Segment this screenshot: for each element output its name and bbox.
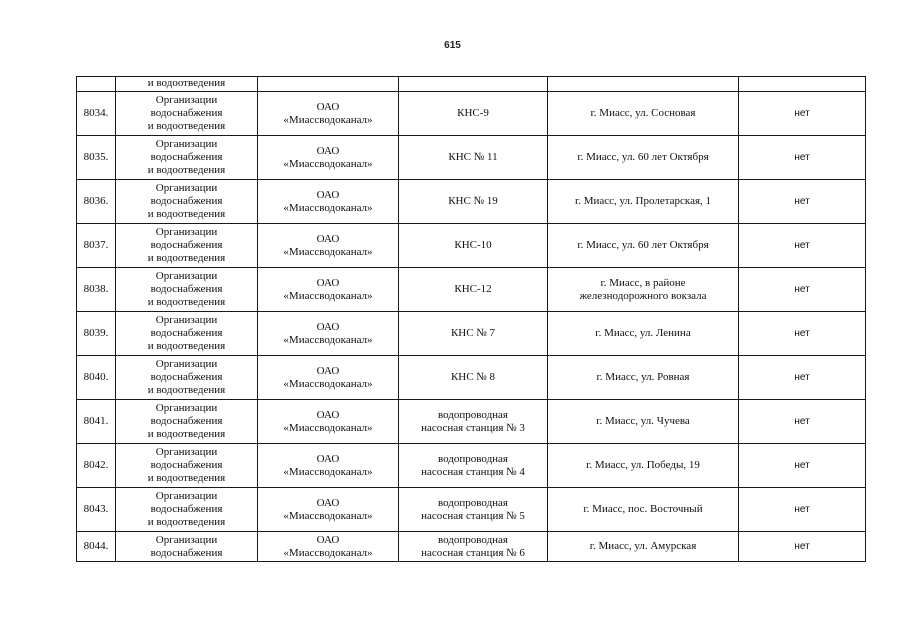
- registry-table-body: [77, 77, 866, 562]
- row-number-cell: 8042.: [77, 444, 116, 488]
- organization-type-line: и водоотведения: [147, 252, 226, 264]
- owner-line: «Миассводоканал»: [283, 509, 373, 522]
- object-line: насосная станция № 3: [421, 421, 525, 434]
- organization-type-line: Организации: [155, 314, 218, 326]
- address-line: г. Миасс, пос. Восточный: [583, 503, 703, 515]
- address-cell: [548, 180, 739, 224]
- organization-type-line: и водоотведения: [147, 296, 226, 308]
- owner-cell: [258, 136, 399, 180]
- organization-type-line: и водоотведения: [147, 428, 226, 440]
- owner-line: ОАО: [316, 364, 340, 377]
- organization-type-line: и водоотведения: [147, 164, 226, 176]
- flag-cell: нет: [739, 356, 866, 400]
- organization-type-line: и водоотведения: [147, 384, 226, 396]
- address-line: г. Миасс, ул. Сосновая: [590, 107, 696, 119]
- flag-cell: нет: [739, 268, 866, 312]
- owner-line: ОАО: [316, 533, 340, 546]
- organization-type-cell: [116, 268, 258, 312]
- address-cell: [548, 400, 739, 444]
- owner-cell: [258, 312, 399, 356]
- owner-cell: [258, 400, 399, 444]
- organization-type-line: Организации: [155, 138, 218, 150]
- object-cell: [399, 268, 548, 312]
- flag-cell: нет: [739, 224, 866, 268]
- object-line: КНС-10: [454, 239, 492, 251]
- organization-type-line: водоснабжения: [150, 415, 223, 427]
- flag-cell: нет: [739, 312, 866, 356]
- owner-line: «Миассводоканал»: [283, 546, 373, 559]
- flag-cell: [739, 77, 866, 92]
- object-cell: [399, 488, 548, 532]
- organization-type-cell: [116, 444, 258, 488]
- organization-type-line: водоснабжения: [150, 371, 223, 383]
- owner-line: ОАО: [316, 188, 340, 201]
- object-line: КНС № 8: [450, 371, 496, 383]
- organization-type-line: Организации: [155, 270, 218, 282]
- address-line: г. Миасс, ул. Пролетарская, 1: [574, 195, 712, 207]
- object-cell: [399, 180, 548, 224]
- row-number-cell: 8039.: [77, 312, 116, 356]
- object-cell: [399, 224, 548, 268]
- organization-type-cell: [116, 224, 258, 268]
- address-cell: [548, 532, 739, 562]
- flag-cell: нет: [739, 488, 866, 532]
- organization-type-cell: [116, 356, 258, 400]
- organization-type-cell: [116, 180, 258, 224]
- address-line: г. Миасс, ул. 60 лет Октября: [577, 239, 709, 251]
- organization-type-line: водоснабжения: [150, 151, 223, 163]
- flag-cell: нет: [739, 92, 866, 136]
- address-cell: [548, 444, 739, 488]
- object-line: КНС № 19: [448, 195, 498, 207]
- address-cell: [548, 77, 739, 92]
- owner-cell: [258, 488, 399, 532]
- address-line: г. Миасс, ул. Ленина: [595, 327, 691, 339]
- object-cell: [399, 356, 548, 400]
- organization-type-cell: [116, 400, 258, 444]
- owner-line: ОАО: [316, 452, 340, 465]
- owner-line: «Миассводоканал»: [283, 157, 373, 170]
- object-cell: [399, 532, 548, 562]
- object-line: водопроводная: [437, 408, 508, 421]
- row-number-cell: 8036.: [77, 180, 116, 224]
- address-line: г. Миасс, ул. Победы, 19: [586, 459, 700, 471]
- organization-type-line: водоснабжения: [150, 195, 223, 207]
- table-row: [77, 444, 866, 488]
- organization-type-line: Организации: [155, 226, 218, 238]
- organization-type-line: Организации: [155, 490, 218, 502]
- organization-type-line: водоснабжения: [150, 503, 223, 515]
- row-number-cell: 8035.: [77, 136, 116, 180]
- owner-cell: [258, 77, 399, 92]
- owner-cell: [258, 224, 399, 268]
- object-line: КНС № 7: [450, 327, 496, 339]
- organization-type-line: Организации: [155, 446, 218, 458]
- object-cell: [399, 92, 548, 136]
- organization-type-line: водоснабжения: [150, 327, 223, 339]
- address-line: г. Миасс, ул. 60 лет Октября: [577, 151, 709, 163]
- owner-cell: [258, 532, 399, 562]
- table-row: [77, 92, 866, 136]
- row-number-cell: 8034.: [77, 92, 116, 136]
- object-cell: [399, 444, 548, 488]
- organization-type-line: водоснабжения: [150, 107, 223, 119]
- table-row-continuation: [77, 77, 866, 92]
- address-cell: [548, 92, 739, 136]
- table-row: [77, 312, 866, 356]
- organization-type-cell: [116, 312, 258, 356]
- organization-type-line: Организации: [155, 358, 218, 370]
- table-row: [77, 268, 866, 312]
- row-number-cell: [77, 77, 116, 92]
- organization-type-line: и водоотведения: [147, 516, 226, 528]
- table-row: [77, 488, 866, 532]
- object-cell: [399, 77, 548, 92]
- object-line: КНС № 11: [448, 151, 498, 163]
- object-line: водопроводная: [437, 533, 508, 546]
- owner-cell: [258, 180, 399, 224]
- row-number-cell: 8037.: [77, 224, 116, 268]
- table-row: [77, 180, 866, 224]
- address-cell: [548, 268, 739, 312]
- owner-line: ОАО: [316, 100, 340, 113]
- flag-cell: нет: [739, 532, 866, 562]
- object-cell: [399, 312, 548, 356]
- owner-line: «Миассводоканал»: [283, 201, 373, 214]
- owner-line: ОАО: [316, 232, 340, 245]
- organization-type-line: Организации: [155, 402, 218, 414]
- organization-type-line: водоснабжения: [150, 239, 223, 251]
- row-number-cell: 8044.: [77, 532, 116, 562]
- owner-line: «Миассводоканал»: [283, 421, 373, 434]
- object-cell: [399, 136, 548, 180]
- row-number-cell: 8041.: [77, 400, 116, 444]
- object-line: насосная станция № 4: [421, 465, 525, 478]
- owner-line: «Миассводоканал»: [283, 333, 373, 346]
- address-line: г. Миасс, ул. Ровная: [596, 371, 690, 383]
- owner-line: «Миассводоканал»: [283, 377, 373, 390]
- object-line: КНС-12: [454, 283, 492, 295]
- address-cell: [548, 488, 739, 532]
- flag-cell: нет: [739, 180, 866, 224]
- organization-type-line: и водоотведения: [147, 77, 226, 89]
- flag-cell: нет: [739, 136, 866, 180]
- owner-line: ОАО: [316, 144, 340, 157]
- organization-type-cell: [116, 532, 258, 562]
- table-row: [77, 224, 866, 268]
- registry-table: [76, 76, 866, 562]
- organization-type-cell: [116, 92, 258, 136]
- address-line: г. Миасс, в районе: [600, 276, 686, 289]
- owner-line: «Миассводоканал»: [283, 465, 373, 478]
- row-number-cell: 8043.: [77, 488, 116, 532]
- owner-line: «Миассводоканал»: [283, 113, 373, 126]
- page-number: 615: [444, 40, 461, 51]
- organization-type-line: водоснабжения: [150, 283, 223, 295]
- organization-type-line: водоснабжения: [150, 459, 223, 471]
- row-number-cell: 8038.: [77, 268, 116, 312]
- owner-line: ОАО: [316, 276, 340, 289]
- owner-line: ОАО: [316, 496, 340, 509]
- address-cell: [548, 224, 739, 268]
- owner-line: «Миассводоканал»: [283, 289, 373, 302]
- address-line: г. Миасс, ул. Чучева: [596, 415, 690, 427]
- address-line: г. Миасс, ул. Амурская: [589, 540, 697, 552]
- organization-type-cell: [116, 77, 258, 92]
- object-line: насосная станция № 5: [421, 509, 525, 522]
- owner-cell: [258, 268, 399, 312]
- organization-type-line: Организации: [155, 94, 218, 106]
- table-row: [77, 136, 866, 180]
- organization-type-line: водоснабжения: [150, 546, 223, 559]
- address-cell: [548, 312, 739, 356]
- organization-type-line: и водоотведения: [147, 340, 226, 352]
- organization-type-cell: [116, 488, 258, 532]
- owner-cell: [258, 444, 399, 488]
- flag-cell: нет: [739, 444, 866, 488]
- owner-cell: [258, 356, 399, 400]
- flag-cell: нет: [739, 400, 866, 444]
- organization-type-cell: [116, 136, 258, 180]
- object-line: КНС-9: [457, 107, 489, 119]
- table-row: [77, 532, 866, 562]
- organization-type-line: Организации: [155, 182, 218, 194]
- object-cell: [399, 400, 548, 444]
- address-cell: [548, 136, 739, 180]
- address-line: железнодорожного вокзала: [579, 289, 707, 302]
- object-line: водопроводная: [437, 452, 508, 465]
- owner-line: ОАО: [316, 320, 340, 333]
- table-row: [77, 400, 866, 444]
- organization-type-line: Организации: [155, 533, 218, 546]
- object-line: водопроводная: [437, 496, 508, 509]
- table-row: [77, 356, 866, 400]
- organization-type-line: и водоотведения: [147, 208, 226, 220]
- organization-type-line: и водоотведения: [147, 472, 226, 484]
- object-line: насосная станция № 6: [421, 546, 525, 559]
- owner-line: ОАО: [316, 408, 340, 421]
- row-number-cell: 8040.: [77, 356, 116, 400]
- address-cell: [548, 356, 739, 400]
- owner-cell: [258, 92, 399, 136]
- owner-line: «Миассводоканал»: [283, 245, 373, 258]
- organization-type-line: и водоотведения: [147, 120, 226, 132]
